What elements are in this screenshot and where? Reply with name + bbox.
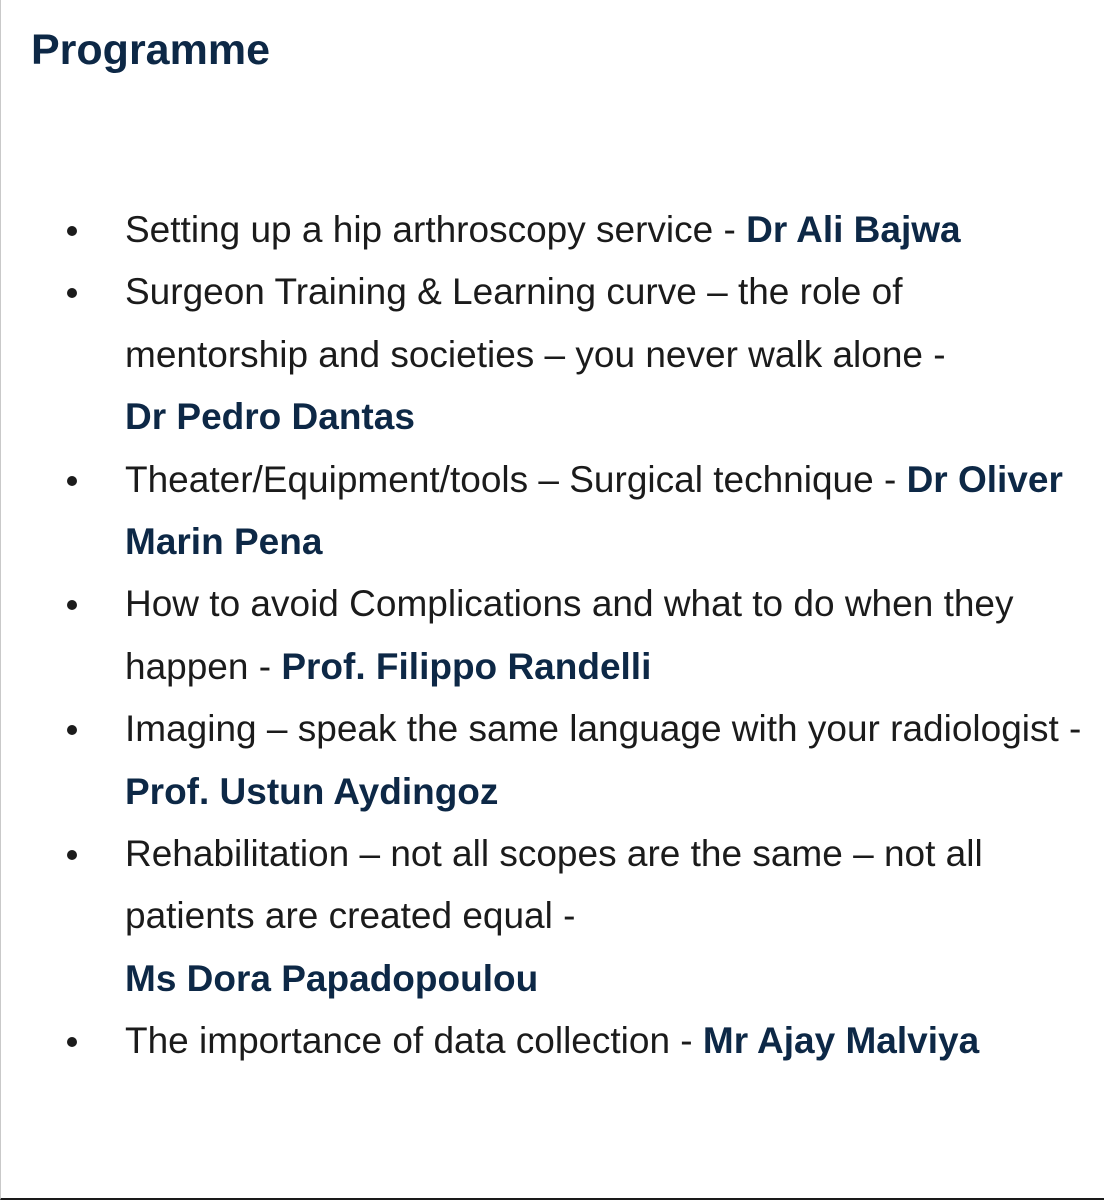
list-item	[125, 573, 1085, 698]
bullet-icon	[67, 226, 77, 236]
talk-topic: Imaging – speak the same language with your radiologist -	[125, 708, 1082, 750]
list-item	[125, 261, 1085, 448]
bullet-icon	[67, 1037, 77, 1047]
list-item	[125, 199, 1085, 261]
list-item	[125, 823, 1085, 1010]
list-item	[125, 449, 1085, 574]
bullet-icon	[67, 850, 77, 860]
talk-topic: Rehabilitation – not all scopes are the same – not all patients are created equal -	[125, 833, 983, 937]
page-title: Programme	[31, 26, 270, 74]
speaker-name: Dr Pedro Dantas	[125, 396, 415, 438]
bullet-icon	[67, 600, 77, 610]
bullet-icon	[67, 476, 77, 486]
talk-topic: Setting up a hip arthroscopy service -	[125, 209, 747, 250]
talk-topic: The importance of data collection -	[125, 1020, 703, 1062]
speaker-name: Dr Ali Bajwa	[746, 209, 961, 250]
bullet-icon	[67, 288, 77, 298]
speaker-name: Ms Dora Papadopoulou	[125, 957, 539, 999]
bullet-icon	[67, 725, 77, 735]
speaker-name: Prof. Filippo Randelli	[281, 645, 652, 687]
speaker-name: Mr Ajay Malviya	[702, 1020, 980, 1062]
programme-list	[125, 199, 1085, 1073]
list-item	[125, 1010, 1085, 1072]
speaker-name: Dr Oliver Marin Pena	[125, 458, 1063, 563]
talk-topic: Theater/Equipment/tools – Surgical technique -	[125, 458, 907, 500]
talk-topic: Surgeon Training & Learning curve – the role of mentorship and societies – you never walk alone -	[125, 271, 946, 375]
talk-topic: How to avoid Complications and what to do when they happen -	[125, 583, 1014, 687]
speaker-name: Prof. Ustun Aydingoz	[125, 770, 499, 812]
list-item	[125, 698, 1085, 823]
